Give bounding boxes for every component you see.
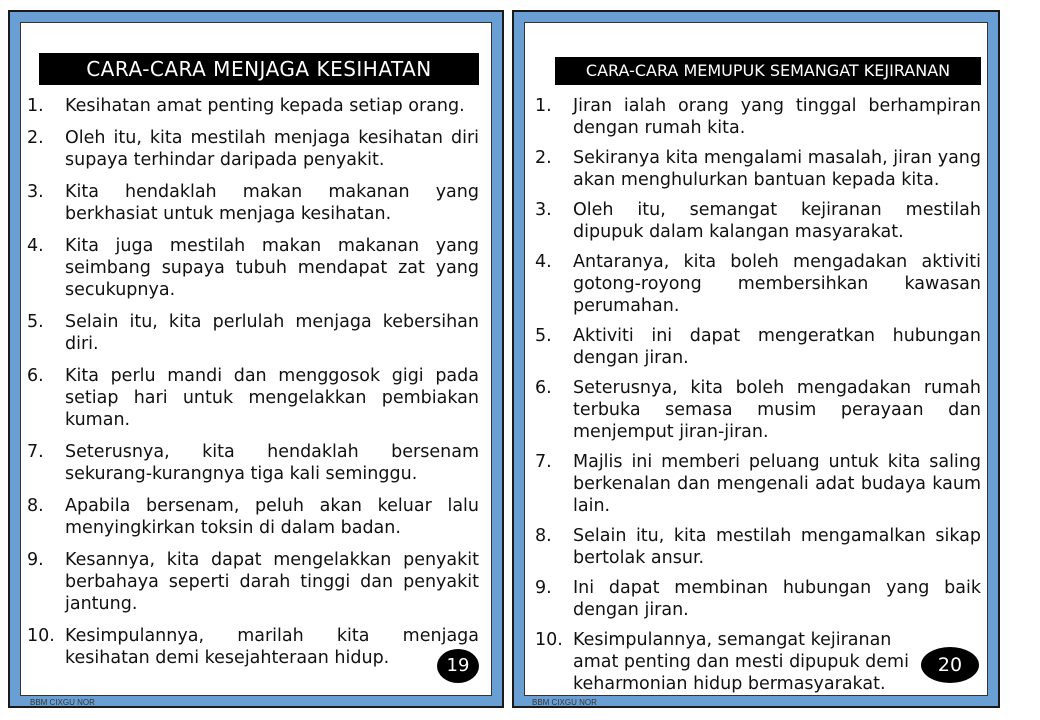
item-number: 7. bbox=[27, 442, 44, 462]
left-page-title: CARA-CARA MENJAGA KESIHATAN bbox=[39, 53, 479, 85]
page-number-badge: 19 bbox=[437, 649, 479, 683]
item-text: Kesihatan amat penting kepada setiap orang. bbox=[65, 96, 465, 116]
item-text: Ini dapat membinan hubungan yang baik dengan jiran. bbox=[573, 578, 981, 620]
item-number: 6. bbox=[535, 378, 552, 398]
item-text: Seterusnya, kita boleh mengadakan rumah terbuka semasa musim perayaan dan menjemput jiran-jiran. bbox=[573, 378, 981, 442]
item-text: Selain itu, kita mestilah mengamalkan sikap bertolak ansur. bbox=[573, 526, 981, 568]
item-text: Sekiranya kita mengalami masalah, jiran yang akan menghulurkan bantuan kepada kita. bbox=[573, 148, 981, 190]
list-item bbox=[27, 235, 479, 301]
item-number: 1. bbox=[27, 96, 44, 116]
item-number: 5. bbox=[27, 312, 44, 332]
item-text: Kita juga mestilah makan makanan yang seimbang supaya tubuh mendapat zat yang secukupnya. bbox=[65, 236, 479, 300]
item-text: Apabila bersenam, peluh akan keluar lalu menyingkirkan toksin di dalam badan. bbox=[65, 496, 479, 538]
item-text: Kesimpulannya, marilah kita menjaga kesihatan demi kesejahteraan hidup. bbox=[65, 626, 479, 668]
item-number: 5. bbox=[535, 326, 552, 346]
item-number: 8. bbox=[27, 496, 44, 516]
list-item bbox=[535, 377, 981, 443]
list-item bbox=[27, 127, 479, 171]
item-number: 4. bbox=[27, 236, 44, 256]
list-item bbox=[535, 251, 981, 317]
item-text: Kita hendaklah makan makanan yang berkhasiat untuk menjaga kesihatan. bbox=[65, 182, 479, 224]
list-item bbox=[27, 549, 479, 615]
right-page bbox=[512, 10, 1000, 708]
item-text: Seterusnya, kita hendaklah bersenam sekurang-kurangnya tiga kali seminggu. bbox=[65, 442, 479, 484]
item-number: 9. bbox=[535, 578, 552, 598]
list-item bbox=[535, 199, 981, 243]
list-item bbox=[535, 325, 981, 369]
page-number-badge: 20 bbox=[921, 647, 979, 683]
left-page-content bbox=[20, 22, 492, 696]
item-number: 9. bbox=[27, 550, 44, 570]
list-item bbox=[27, 311, 479, 355]
list-item bbox=[535, 95, 981, 139]
item-text: Oleh itu, semangat kejiranan mestilah dipupuk dalam kalangan masyarakat. bbox=[573, 200, 981, 242]
right-footer-credit: BBM CIXGU NOR bbox=[532, 698, 597, 707]
left-page-list bbox=[27, 95, 479, 679]
item-text: Majlis ini memberi peluang untuk kita saling berkenalan dan mengenali adat budaya kaum lain. bbox=[573, 452, 981, 516]
item-text: Selain itu, kita perlulah menjaga kebersihan diri. bbox=[65, 312, 479, 354]
item-number: 10. bbox=[27, 626, 55, 646]
item-number: 8. bbox=[535, 526, 552, 546]
item-number: 6. bbox=[27, 366, 44, 386]
left-page bbox=[8, 10, 504, 708]
right-page-title: CARA-CARA MEMUPUK SEMANGAT KEJIRANAN bbox=[555, 57, 981, 85]
list-item bbox=[535, 577, 981, 621]
list-item bbox=[27, 495, 479, 539]
item-number: 2. bbox=[535, 148, 552, 168]
list-item bbox=[27, 181, 479, 225]
list-item bbox=[535, 525, 981, 569]
list-item bbox=[27, 625, 479, 669]
list-item bbox=[27, 365, 479, 431]
item-number: 7. bbox=[535, 452, 552, 472]
item-number: 4. bbox=[535, 252, 552, 272]
item-text: Oleh itu, kita mestilah menjaga kesihatan diri supaya terhindar daripada penyakit. bbox=[65, 128, 479, 170]
list-item bbox=[535, 451, 981, 517]
item-text: Aktiviti ini dapat mengeratkan hubungan dengan jiran. bbox=[573, 326, 981, 368]
item-text: Kesannya, kita dapat mengelakkan penyakit berbahaya seperti darah tinggi dan penyakit jantung. bbox=[65, 550, 479, 614]
item-number: 3. bbox=[27, 182, 44, 202]
right-page-content bbox=[524, 22, 988, 696]
right-page-list bbox=[535, 95, 981, 696]
item-number: 2. bbox=[27, 128, 44, 148]
item-number: 3. bbox=[535, 200, 552, 220]
item-number: 10. bbox=[535, 630, 563, 650]
item-text: Kesimpulannya, semangat kejiranan amat penting dan mesti dipupuk demi keharmonian hidup bermasyarakat. bbox=[573, 630, 909, 694]
list-item bbox=[535, 629, 981, 695]
item-number: 1. bbox=[535, 96, 552, 116]
item-text: Jiran ialah orang yang tinggal berhampiran dengan rumah kita. bbox=[573, 96, 981, 138]
list-item bbox=[27, 441, 479, 485]
item-text: Antaranya, kita boleh mengadakan aktiviti gotong-royong membersihkan kawasan perumahan. bbox=[573, 252, 981, 316]
item-text: Kita perlu mandi dan menggosok gigi pada setiap hari untuk mengelakkan pembiakan kuman. bbox=[65, 366, 479, 430]
list-item bbox=[535, 147, 981, 191]
list-item bbox=[27, 95, 479, 117]
left-footer-credit: BBM CIXGU NOR bbox=[30, 698, 95, 707]
